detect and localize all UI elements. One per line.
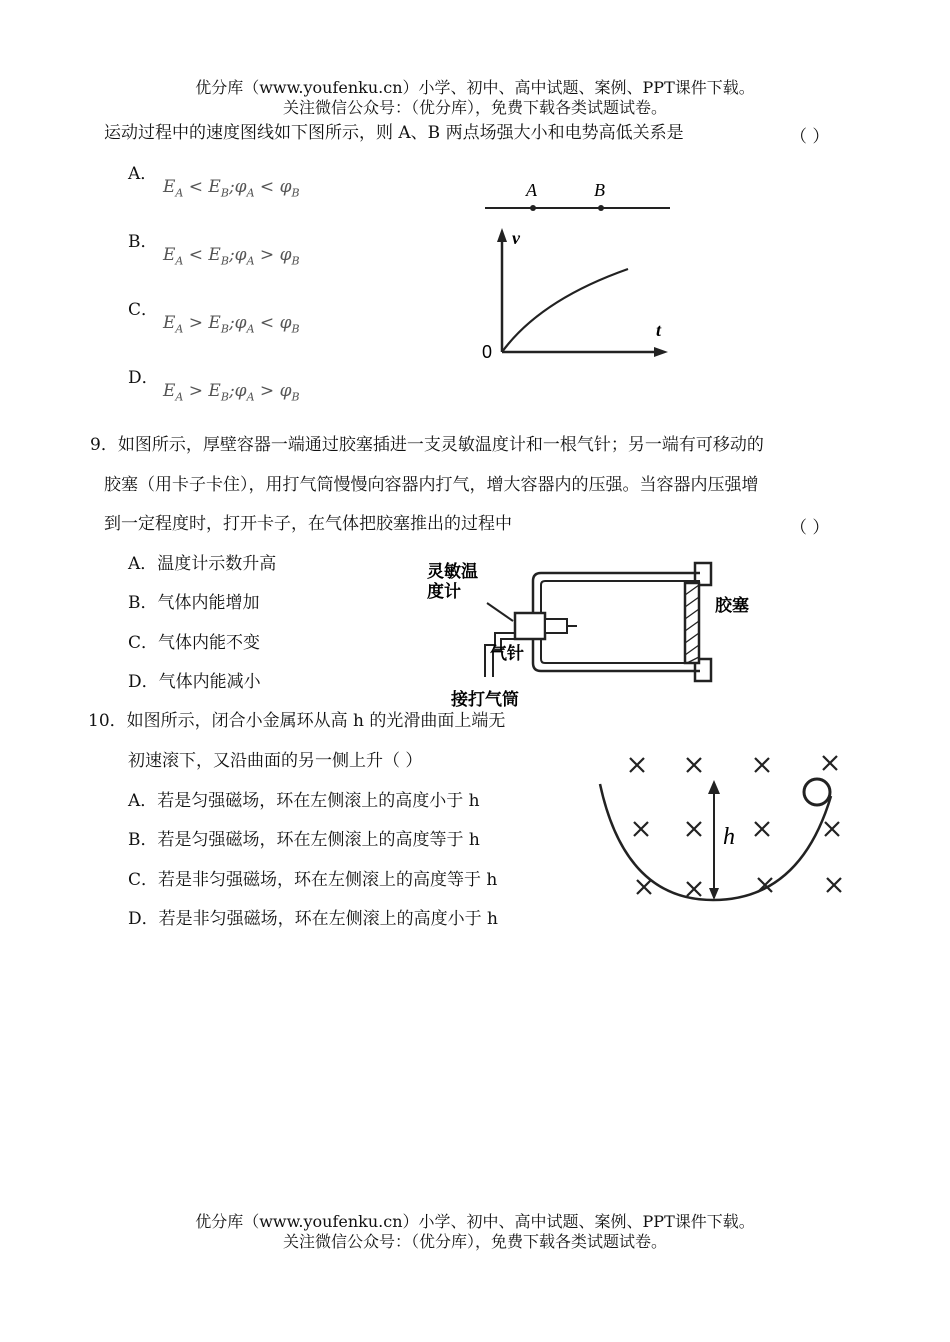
q8-figure [470, 170, 690, 370]
metal-ring [804, 779, 830, 805]
container-bottom-wall [533, 637, 700, 671]
pump-label: 接打气筒 [451, 690, 519, 710]
q10-stem-line-2: 初速滚下，又沿曲面的另一侧上升（ ） [128, 751, 423, 771]
q8-option-c-label: C． [128, 300, 159, 320]
plug-label: 胶塞 [715, 596, 749, 616]
q9-option-b: B．气体内能增加 [128, 593, 260, 613]
field-cross [755, 822, 769, 836]
point-a-dot [530, 205, 536, 211]
point-a-label: A [526, 180, 537, 200]
q10-stem-line-1: 10．如图所示，闭合小金属环从高 h 的光滑曲面上端无 [88, 711, 506, 731]
t-axis-label: t [656, 320, 662, 340]
field-cross [634, 822, 648, 836]
q9-stem-line-1: 9．如图所示，厚壁容器一端通过胶塞插进一支灵敏温度计和一根气针；另一端有可移动的 [90, 435, 764, 455]
q8-option-b-label: B． [128, 232, 158, 252]
magnetic-field-crosses [630, 756, 841, 896]
container-top-wall-inner [541, 581, 700, 617]
footer-line-1: 优分库（www.youfenku.cn）小学、初中、高中试题、案例、PPT课件下载。 [195, 1212, 755, 1231]
field-cross [687, 758, 701, 772]
container-bottom-wall-inner [541, 637, 700, 663]
q9-answer-bracket: （ ） [790, 518, 830, 538]
thermometer-label-1: 灵敏温 [427, 562, 478, 582]
field-cross [630, 758, 644, 772]
velocity-curve [502, 269, 628, 352]
q8-option-b-formula: $E_A$ < $E_B;\varphi_A > \varphi_B$ [163, 245, 300, 268]
q8-option-a-formula: $E_A$ < $E_B;\varphi_A < \varphi_B$ [163, 177, 300, 200]
q8-stem: 运动过程中的速度图线如下图所示，则 A、B 两点场强大小和电势高低关系是 [104, 123, 684, 143]
q8-option-d-label: D． [128, 368, 159, 388]
height-label: h [723, 824, 735, 850]
q9-stem-line-3: 到一定程度时，打开卡子，在气体把胶塞推出的过程中 [104, 514, 512, 534]
v-axis-label: v [512, 228, 520, 248]
q9-option-a: A．温度计示数升高 [128, 554, 277, 574]
footer-line-2: 关注微信公众号：（优分库），免费下载各类试题试卷。 [282, 1232, 667, 1251]
thermometer-label-2: 度计 [427, 582, 461, 602]
q9-option-d: D．气体内能减小 [128, 672, 261, 692]
field-cross [827, 878, 841, 892]
field-cross [823, 756, 837, 770]
t-axis-arrow [654, 347, 668, 357]
origin-label: 0 [482, 342, 493, 362]
curved-track [600, 784, 831, 900]
height-arrow-head [708, 780, 720, 794]
q10-option-d: D．若是非匀强磁场，环在左侧滚上的高度小于 h [128, 909, 498, 929]
header-line-1: 优分库（www.youfenku.cn）小学、初中、高中试题、案例、PPT课件下载。 [195, 78, 755, 97]
needle-label: 气针 [490, 644, 524, 664]
height-arrow-tail [709, 888, 719, 900]
stopper [515, 613, 545, 639]
v-axis-arrow [497, 228, 507, 242]
q10-figure [595, 750, 855, 910]
q9-figure [415, 555, 775, 715]
point-b-label: B [594, 180, 605, 200]
field-cross [687, 822, 701, 836]
container-top-wall [533, 573, 700, 617]
q9-option-c: C．气体内能不变 [128, 633, 261, 653]
q10-option-b: B．若是匀强磁场，环在左侧滚上的高度等于 h [128, 830, 480, 850]
point-b-dot [598, 205, 604, 211]
q8-option-a-label: A． [128, 164, 158, 184]
thermometer-pointer [487, 603, 513, 621]
thermometer-tube [545, 619, 567, 633]
q8-option-c-formula: $E_A$ > $E_B;\varphi_A < \varphi_B$ [163, 313, 300, 336]
field-cross [687, 882, 701, 896]
q10-option-c: C．若是非匀强磁场，环在左侧滚上的高度等于 h [128, 870, 498, 890]
field-cross [825, 822, 839, 836]
field-cross [637, 880, 651, 894]
field-cross [755, 758, 769, 772]
header-line-2: 关注微信公众号：（优分库），免费下载各类试题试卷。 [282, 98, 667, 117]
q8-answer-bracket: （ ） [790, 127, 830, 147]
q9-stem-line-2: 胶塞（用卡子卡住），用打气筒慢慢向容器内打气，增大容器内的压强。当容器内压强增 [104, 475, 759, 495]
q8-option-d-formula: $E_A$ > $E_B;\varphi_A > \varphi_B$ [163, 381, 300, 404]
q10-option-a: A．若是匀强磁场，环在左侧滚上的高度小于 h [128, 791, 480, 811]
